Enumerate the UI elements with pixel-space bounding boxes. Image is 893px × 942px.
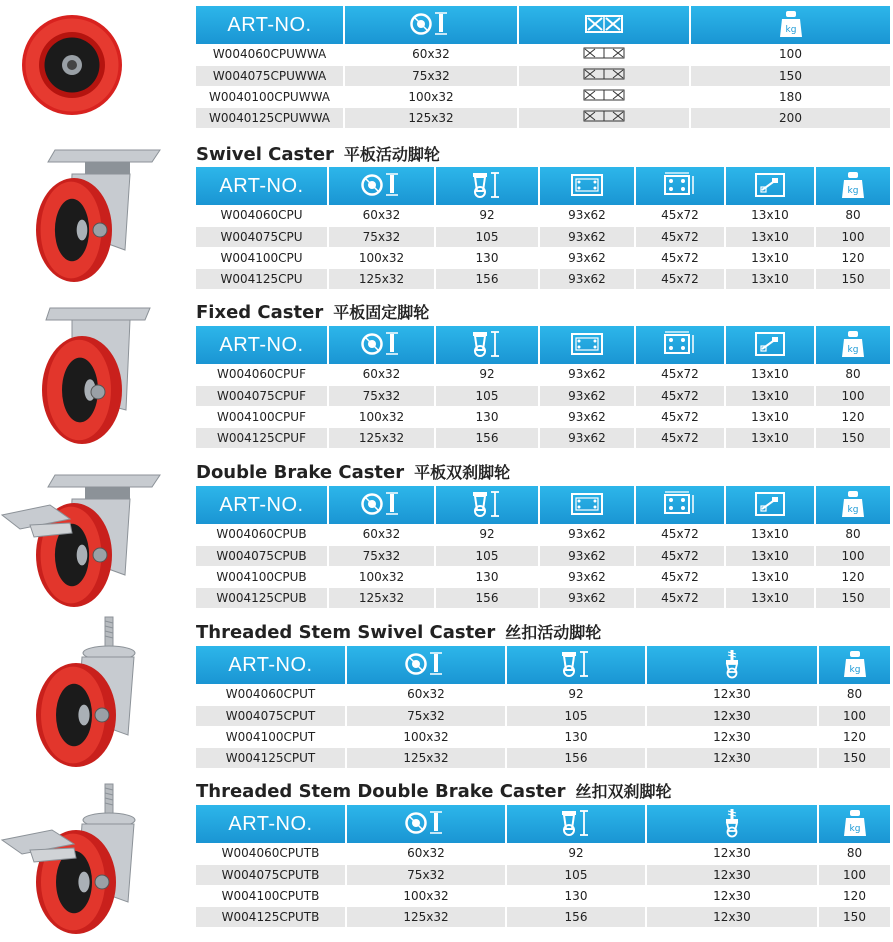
spec-cell: 125x32 — [346, 906, 506, 927]
spec-cell: 12x30 — [646, 864, 818, 885]
height-icon — [469, 490, 505, 521]
spec-cell: 105 — [435, 545, 539, 566]
caster-photo-stem-brake — [0, 782, 175, 937]
spec-cell: 150 — [815, 268, 890, 289]
spec-cell: 60x32 — [328, 524, 435, 545]
spec-cell: 92 — [506, 843, 646, 864]
section-title-en: Threaded Stem Double Brake Caster — [196, 781, 566, 802]
spec-cell: 13x10 — [725, 566, 815, 587]
table-row — [196, 268, 890, 289]
spec-cell: 130 — [506, 726, 646, 747]
spec-cell: 45x72 — [635, 524, 725, 545]
svg-text:kg: kg — [849, 823, 860, 834]
column-header — [635, 167, 725, 205]
art-no-cell: W004060CPUTB — [196, 843, 346, 864]
table-row — [196, 44, 890, 65]
art-no-cell: W004060CPUWWA — [196, 44, 344, 65]
art-no-cell: W004075CPUF — [196, 385, 328, 406]
spec-cell: 120 — [815, 247, 890, 268]
bearing-box-icon — [583, 89, 625, 104]
spec-cell: 180 — [690, 86, 890, 107]
hole-spacing-icon — [663, 331, 697, 360]
caster-photo-fixed — [0, 300, 175, 448]
table-header-row — [196, 167, 890, 205]
spec-cell: 105 — [435, 226, 539, 247]
spec-cell: 150 — [818, 747, 890, 768]
load-kg-icon — [841, 171, 865, 202]
art-no-cell: W004125CPU — [196, 268, 328, 289]
load-kg-icon — [843, 650, 867, 681]
spec-cell: 105 — [506, 864, 646, 885]
spec-cell: 12x30 — [646, 726, 818, 747]
spec-cell: 125x32 — [328, 427, 435, 448]
thread-stem-icon — [720, 649, 744, 682]
section-title — [196, 620, 601, 643]
art-no-cell: W004075CPUTB — [196, 864, 346, 885]
spec-cell: 13x10 — [725, 427, 815, 448]
table-row — [196, 406, 890, 427]
spec-cell: 125x32 — [346, 747, 506, 768]
spec-cell: 80 — [818, 843, 890, 864]
column-header — [435, 326, 539, 364]
bolt-hole-icon — [754, 172, 786, 201]
spec-cell: 120 — [818, 885, 890, 906]
column-header — [646, 805, 818, 843]
spec-cell: 100x32 — [346, 885, 506, 906]
art-no-cell: W004100CPU — [196, 247, 328, 268]
column-header — [646, 646, 818, 684]
spec-table — [196, 486, 890, 609]
wheel-size-icon — [404, 651, 448, 680]
art-no-cell: W004075CPUB — [196, 545, 328, 566]
spec-cell: 150 — [815, 427, 890, 448]
spec-cell: 100 — [690, 44, 890, 65]
spec-cell: 125x32 — [328, 268, 435, 289]
table-row — [196, 684, 890, 705]
spec-cell: 93x62 — [539, 427, 635, 448]
table-row — [196, 86, 890, 107]
spec-cell: 150 — [690, 65, 890, 86]
thread-stem-icon — [720, 808, 744, 841]
spec-cell: 100 — [815, 226, 890, 247]
bearing-box-cell — [518, 44, 690, 65]
section-title — [196, 142, 440, 165]
spec-cell: 105 — [506, 705, 646, 726]
spec-cell: 93x62 — [539, 545, 635, 566]
table-row — [196, 906, 890, 927]
spec-cell: 93x62 — [539, 406, 635, 427]
spec-cell: 93x62 — [539, 385, 635, 406]
spec-cell: 93x62 — [539, 205, 635, 226]
bearing-box-cell — [518, 65, 690, 86]
spec-cell: 12x30 — [646, 906, 818, 927]
column-header — [725, 326, 815, 364]
wheel-size-icon — [409, 11, 453, 40]
spec-cell: 92 — [435, 205, 539, 226]
table-row — [196, 864, 890, 885]
spec-cell: 45x72 — [635, 587, 725, 608]
spec-cell: 13x10 — [725, 247, 815, 268]
art-no-cell: W004060CPU — [196, 205, 328, 226]
spec-cell: 93x62 — [539, 364, 635, 385]
spec-cell: 45x72 — [635, 226, 725, 247]
spec-cell: 80 — [818, 684, 890, 705]
table-row — [196, 726, 890, 747]
spec-cell: 120 — [818, 726, 890, 747]
column-header — [518, 6, 690, 44]
spec-cell: 45x72 — [635, 406, 725, 427]
bearing-box-icon — [583, 68, 625, 83]
section-title-en: Fixed Caster — [196, 302, 324, 323]
spec-cell: 12x30 — [646, 684, 818, 705]
art-no-cell: W004125CPUF — [196, 427, 328, 448]
spec-cell: 13x10 — [725, 385, 815, 406]
spec-cell: 45x72 — [635, 247, 725, 268]
art-no-cell: W004125CPUT — [196, 747, 346, 768]
spec-cell: 100 — [818, 705, 890, 726]
spec-table — [196, 326, 890, 449]
svg-text:kg: kg — [847, 185, 859, 196]
table-header-row — [196, 326, 890, 364]
spec-cell: 150 — [818, 906, 890, 927]
art-no-header: ART-NO. — [196, 805, 346, 843]
spec-cell: 93x62 — [539, 247, 635, 268]
spec-cell: 45x72 — [635, 545, 725, 566]
spec-cell: 13x10 — [725, 524, 815, 545]
spec-cell: 12x30 — [646, 885, 818, 906]
column-header — [328, 167, 435, 205]
table-row — [196, 427, 890, 448]
section-title-en: Swivel Caster — [196, 144, 334, 165]
column-header — [435, 486, 539, 524]
art-no-header: ART-NO. — [196, 646, 346, 684]
table-header-row — [196, 486, 890, 524]
spec-cell: 60x32 — [344, 44, 518, 65]
wheel-size-icon — [360, 172, 404, 201]
section-title-cn: 丝扣双刹脚轮 — [575, 782, 672, 801]
spec-cell: 13x10 — [725, 587, 815, 608]
wheel-size-icon — [404, 810, 448, 839]
table-row — [196, 385, 890, 406]
column-header — [346, 646, 506, 684]
art-no-cell: W004100CPUB — [196, 566, 328, 587]
spec-cell: 125x32 — [344, 107, 518, 128]
section-title-cn: 平板双刹脚轮 — [414, 463, 511, 482]
wheel-size-icon — [360, 331, 404, 360]
spec-cell: 80 — [815, 364, 890, 385]
spec-cell: 13x10 — [725, 268, 815, 289]
spec-cell: 150 — [815, 587, 890, 608]
column-header — [690, 6, 890, 44]
spec-cell: 93x62 — [539, 268, 635, 289]
section-title-cn: 平板固定脚轮 — [333, 303, 430, 322]
spec-cell: 93x62 — [539, 587, 635, 608]
art-no-cell: W004060CPUT — [196, 684, 346, 705]
art-no-cell: W004060CPUB — [196, 524, 328, 545]
column-header — [506, 646, 646, 684]
art-no-cell: W0040100CPUWWA — [196, 86, 344, 107]
spec-cell: 100x32 — [344, 86, 518, 107]
height-icon — [469, 171, 505, 202]
spec-cell: 92 — [435, 364, 539, 385]
spec-cell: 100 — [815, 385, 890, 406]
bearing-box-icon — [583, 47, 625, 62]
spec-cell: 100 — [818, 864, 890, 885]
spec-cell: 156 — [435, 268, 539, 289]
spec-cell: 156 — [435, 587, 539, 608]
spec-cell: 125x32 — [328, 587, 435, 608]
spec-table — [196, 805, 890, 928]
spec-cell: 93x62 — [539, 566, 635, 587]
art-no-cell: W004100CPUF — [196, 406, 328, 427]
table-row — [196, 566, 890, 587]
table-row — [196, 747, 890, 768]
svg-text:kg: kg — [847, 504, 859, 515]
column-header — [815, 326, 890, 364]
plate-size-icon — [570, 173, 604, 200]
section-title — [196, 779, 672, 802]
column-header — [815, 486, 890, 524]
spec-cell: 100x32 — [346, 726, 506, 747]
spec-cell: 60x32 — [328, 364, 435, 385]
spec-cell: 100 — [815, 545, 890, 566]
spec-cell: 13x10 — [725, 364, 815, 385]
column-header — [506, 805, 646, 843]
spec-cell: 120 — [815, 566, 890, 587]
section-title-cn: 平板活动脚轮 — [343, 145, 440, 164]
spec-cell: 200 — [690, 107, 890, 128]
table-row — [196, 226, 890, 247]
section-title-en: Threaded Stem Swivel Caster — [196, 622, 496, 643]
section-title — [196, 300, 429, 323]
section-title — [196, 460, 510, 483]
spec-cell: 13x10 — [725, 205, 815, 226]
spec-cell: 93x62 — [539, 226, 635, 247]
art-no-header: ART-NO. — [196, 486, 328, 524]
art-no-cell: W004075CPU — [196, 226, 328, 247]
art-no-header: ART-NO. — [196, 167, 328, 205]
spec-cell: 75x32 — [328, 545, 435, 566]
table-row — [196, 364, 890, 385]
caster-photo-stem — [0, 615, 175, 770]
spec-cell: 45x72 — [635, 566, 725, 587]
table-row — [196, 545, 890, 566]
column-header — [539, 167, 635, 205]
spec-cell: 156 — [435, 427, 539, 448]
spec-cell: 100x32 — [328, 406, 435, 427]
column-header — [435, 167, 539, 205]
art-no-header: ART-NO. — [196, 326, 328, 364]
art-no-cell: W004075CPUWWA — [196, 65, 344, 86]
svg-text:kg: kg — [849, 664, 860, 675]
spec-table — [196, 167, 890, 290]
table-row — [196, 705, 890, 726]
spec-cell: 100x32 — [328, 566, 435, 587]
spec-cell: 45x72 — [635, 268, 725, 289]
bolt-hole-icon — [754, 491, 786, 520]
load-kg-icon — [841, 330, 865, 361]
section-title-en: Double Brake Caster — [196, 462, 405, 483]
spec-cell: 13x10 — [725, 545, 815, 566]
spec-cell: 13x10 — [725, 226, 815, 247]
spec-cell: 75x32 — [344, 65, 518, 86]
column-header — [818, 646, 890, 684]
table-row — [196, 247, 890, 268]
column-header — [328, 326, 435, 364]
height-icon — [558, 650, 594, 681]
art-no-header: ART-NO. — [196, 6, 344, 44]
column-header — [346, 805, 506, 843]
column-header — [539, 486, 635, 524]
height-icon — [469, 330, 505, 361]
art-no-cell: W004125CPUTB — [196, 906, 346, 927]
spec-cell: 100x32 — [328, 247, 435, 268]
column-header — [635, 486, 725, 524]
hole-spacing-icon — [663, 172, 697, 201]
spec-cell: 45x72 — [635, 364, 725, 385]
spec-cell: 80 — [815, 205, 890, 226]
art-no-cell: W004100CPUT — [196, 726, 346, 747]
bearing-box-icon — [583, 110, 625, 125]
spec-cell: 156 — [506, 747, 646, 768]
column-header — [539, 326, 635, 364]
spec-cell: 80 — [815, 524, 890, 545]
height-icon — [558, 809, 594, 840]
column-header — [725, 167, 815, 205]
spec-cell: 13x10 — [725, 406, 815, 427]
spec-cell: 60x32 — [346, 843, 506, 864]
spec-cell: 45x72 — [635, 205, 725, 226]
caster-photo-swivel — [0, 140, 175, 290]
spec-cell: 130 — [435, 247, 539, 268]
column-header — [725, 486, 815, 524]
spec-cell: 12x30 — [646, 843, 818, 864]
svg-text:kg: kg — [785, 24, 796, 35]
spec-cell: 105 — [435, 385, 539, 406]
spec-cell: 75x32 — [328, 385, 435, 406]
table-header-row — [196, 6, 890, 44]
column-header — [344, 6, 518, 44]
table-row — [196, 205, 890, 226]
column-header — [635, 326, 725, 364]
spec-cell: 45x72 — [635, 427, 725, 448]
spec-table — [196, 6, 890, 129]
table-row — [196, 885, 890, 906]
table-row — [196, 107, 890, 128]
spec-cell: 130 — [435, 566, 539, 587]
table-row — [196, 65, 890, 86]
art-no-cell: W004075CPUT — [196, 705, 346, 726]
load-kg-icon — [779, 10, 803, 41]
plate-size-icon — [570, 332, 604, 359]
bearing-box-cell — [518, 86, 690, 107]
spec-cell: 92 — [435, 524, 539, 545]
load-kg-icon — [843, 809, 867, 840]
wheel-size-icon — [360, 491, 404, 520]
art-no-cell: W004125CPUB — [196, 587, 328, 608]
table-row — [196, 587, 890, 608]
spec-cell: 12x30 — [646, 705, 818, 726]
art-no-cell: W0040125CPUWWA — [196, 107, 344, 128]
spec-cell: 130 — [506, 885, 646, 906]
column-header — [328, 486, 435, 524]
spec-cell: 60x32 — [346, 684, 506, 705]
art-no-cell: W004100CPUTB — [196, 885, 346, 906]
caster-photo-brake — [0, 465, 175, 615]
bearing-box-icon — [584, 14, 624, 37]
spec-cell: 92 — [506, 684, 646, 705]
spec-cell: 75x32 — [346, 705, 506, 726]
spec-cell: 75x32 — [328, 226, 435, 247]
caster-photo-wheel-only — [0, 8, 175, 118]
spec-table — [196, 646, 890, 769]
column-header — [818, 805, 890, 843]
table-header-row — [196, 805, 890, 843]
spec-cell: 93x62 — [539, 524, 635, 545]
spec-cell: 60x32 — [328, 205, 435, 226]
load-kg-icon — [841, 490, 865, 521]
column-header — [815, 167, 890, 205]
table-header-row — [196, 646, 890, 684]
svg-text:kg: kg — [847, 344, 859, 355]
spec-cell: 120 — [815, 406, 890, 427]
spec-cell: 156 — [506, 906, 646, 927]
spec-cell: 130 — [435, 406, 539, 427]
section-title-cn: 丝扣活动脚轮 — [505, 623, 602, 642]
art-no-cell: W004060CPUF — [196, 364, 328, 385]
bearing-box-cell — [518, 107, 690, 128]
table-row — [196, 843, 890, 864]
bolt-hole-icon — [754, 331, 786, 360]
spec-cell: 75x32 — [346, 864, 506, 885]
hole-spacing-icon — [663, 491, 697, 520]
spec-cell: 12x30 — [646, 747, 818, 768]
plate-size-icon — [570, 492, 604, 519]
table-row — [196, 524, 890, 545]
spec-cell: 45x72 — [635, 385, 725, 406]
